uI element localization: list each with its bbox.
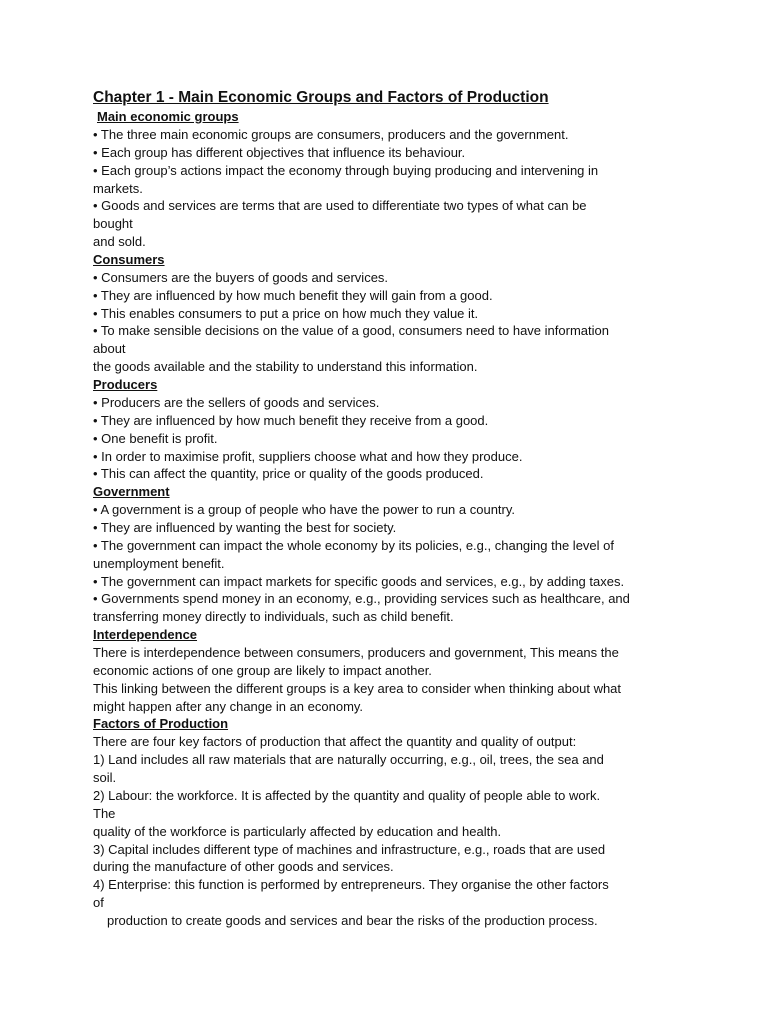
text-line: • To make sensible decisions on the value of a good, consumers need to have information (93, 323, 609, 339)
text-line: • Each group has different objectives that influence its behaviour. (93, 144, 466, 160)
text-line: bought (93, 216, 133, 232)
text-line: • They are influenced by how much benefit they receive from a good. (93, 412, 489, 428)
text-line: • The three main economic groups are consumers, producers and the government. (93, 127, 569, 142)
text-line: • This can affect the quantity, price or quality of the goods produced. (93, 466, 484, 482)
section-heading-interdependence: Interdependence (93, 627, 198, 643)
text-line: transferring money directly to individuals, such as child benefit. (93, 609, 454, 625)
text-line: markets. (93, 180, 143, 196)
text-line: • They are influenced by wanting the best for society. (93, 520, 397, 536)
text-line: 4) Enterprise: this function is performed by entrepreneurs. They organise the other factors (93, 877, 609, 893)
text-line: soil. (93, 770, 117, 786)
text-line: • Consumers are the buyers of goods and services. (93, 269, 389, 285)
text-line: quality of the workforce is particularly affected by education and health. (93, 823, 502, 839)
text-line: • This enables consumers to put a price on how much they value it. (93, 305, 479, 321)
text-line: • A government is a group of people who have the power to run a country. (93, 502, 516, 518)
text-line: • They are influenced by how much benefit they will gain from a good. (93, 287, 493, 303)
section-heading-factors-of-production: Factors of Production (93, 716, 229, 732)
text-line: the goods available and the stability to understand this information. (93, 359, 478, 375)
text-line: • Producers are the sellers of goods and services. (93, 394, 380, 410)
text-line: might happen after any change in an economy. (93, 698, 364, 714)
page-title: Chapter 1 - Main Economic Groups and Factors of Production (93, 89, 549, 106)
section-heading-government: Government (93, 484, 170, 500)
text-line: 1) Land includes all raw materials that are naturally occurring, e.g., oil, trees, the sea and (93, 752, 604, 768)
section-heading-main-economic-groups: Main economic groups (97, 109, 239, 124)
text-line: • One benefit is profit. (93, 430, 218, 446)
text-line: 3) Capital includes different type of machines and infrastructure, e.g., roads that are used (93, 841, 606, 857)
text-line: unemployment benefit. (93, 555, 225, 571)
text-line: and sold. (93, 234, 146, 250)
text-line: production to create goods and services and bear the risks of the production process. (107, 912, 598, 928)
text-line: about (93, 341, 126, 357)
text-line: • The government can impact the whole economy by its policies, e.g., changing the level of (93, 537, 614, 553)
text-line: • Each group’s actions impact the economy through buying producing and intervening in (93, 162, 599, 178)
text-line: • Governments spend money in an economy, e.g., providing services such as healthcare, and (93, 591, 630, 607)
document-body (93, 88, 683, 930)
text-line: of (93, 895, 104, 911)
text-line: This linking between the different groups is a key area to consider when thinking about what (93, 680, 622, 696)
text-line: • The government can impact markets for specific goods and services, e.g., by adding taxes. (93, 573, 625, 589)
text-line: There are four key factors of production that affect the quantity and quality of output: (93, 734, 577, 750)
section-heading-producers: Producers (93, 376, 158, 392)
text-line: economic actions of one group are likely to impact another. (93, 662, 432, 678)
text-line: There is interdependence between consumers, producers and government, This means the (93, 645, 619, 661)
text-line: The (93, 805, 116, 821)
text-line: • Goods and services are terms that are used to differentiate two types of what can be (93, 198, 587, 214)
text-line: • In order to maximise profit, suppliers choose what and how they produce. (93, 448, 523, 464)
section-heading-consumers: Consumers (93, 251, 165, 267)
text-line: 2) Labour: the workforce. It is affected by the quantity and quality of people able to work. (93, 788, 601, 803)
text-line: during the manufacture of other goods and services. (93, 859, 394, 875)
